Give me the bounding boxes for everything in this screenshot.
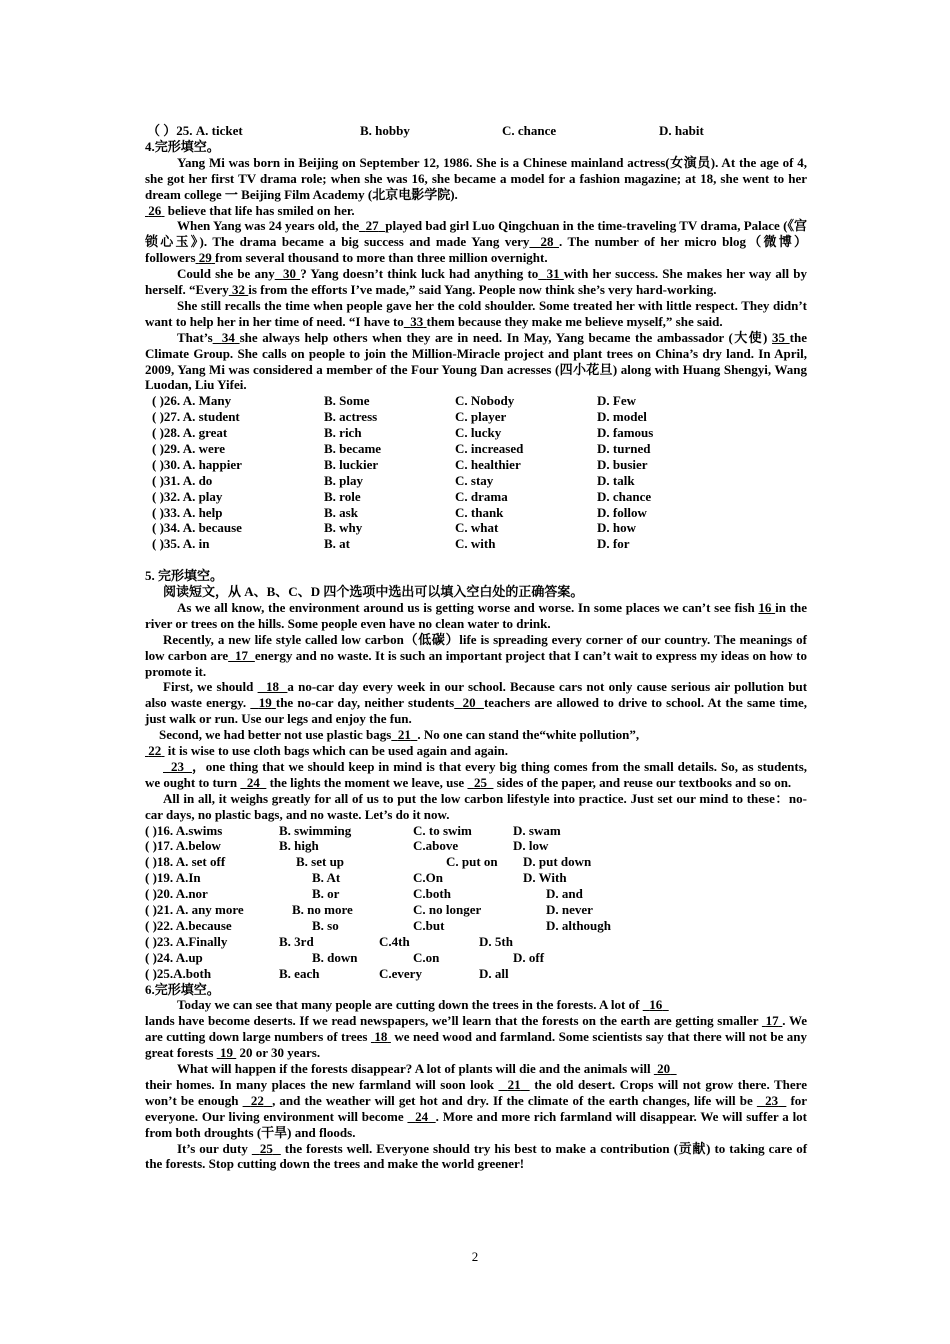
question-row xyxy=(145,950,807,966)
option-b: B. role xyxy=(324,488,361,504)
blank: 20 xyxy=(462,695,476,711)
question-row xyxy=(145,505,807,521)
option-c: C.above xyxy=(413,838,459,854)
paragraph: Could she be any 30 ? Yang doesn’t think luck had anything to 31 with her success. She makes her way all by herself. “Every 32 is from the efforts I’ve made,” said Yang. People now think she’s very hard-working. xyxy=(145,266,808,298)
option-c: C. increased xyxy=(455,441,524,457)
paragraph: First, we should 18 a no-car day every week in our school. Because cars not only cause serious air pollution but also waste energy. 19 the no-car day, neither students 20 teachers are allowed to drive to school. At the same time, just walk or run. Use our legs and enjoy the fun. xyxy=(145,679,808,727)
option-c: C.but xyxy=(413,917,445,933)
option-d: D. never xyxy=(546,902,593,918)
option-b: B. actress xyxy=(324,409,378,425)
question-row xyxy=(145,902,807,918)
question-number: ( )21. A. any more xyxy=(145,902,244,918)
blank: 30 xyxy=(283,266,297,282)
blank: 20 xyxy=(657,1061,671,1077)
option-c: C. what xyxy=(455,520,499,536)
blank: 17 xyxy=(765,1013,779,1029)
option-d: D. and xyxy=(546,886,583,902)
option-d: D. how xyxy=(597,520,637,536)
question-number: ( )29. A. were xyxy=(152,441,226,457)
question-number: ( )32. A. play xyxy=(152,488,223,504)
blank: 35 xyxy=(772,329,786,345)
blank: 16 xyxy=(758,599,772,615)
question-row xyxy=(145,489,807,505)
blank: 18 xyxy=(374,1029,388,1045)
blank: 29 xyxy=(198,250,212,266)
paragraph: As we all know, the environment around us is getting worse and worse. In some places we can’t see fish 16 in the river or trees on the hills. Some people even have no clean water to drink. xyxy=(145,599,808,631)
question-row xyxy=(145,854,807,870)
option-b: B. why xyxy=(324,520,363,536)
option-d: D. put down xyxy=(523,854,592,870)
question-number: ( )33. A. help xyxy=(152,504,223,520)
question-row xyxy=(145,441,807,457)
blank: 17 xyxy=(235,647,248,663)
question-row xyxy=(145,536,807,552)
option-b: B. play xyxy=(324,472,364,488)
option-c: C. no longer xyxy=(413,902,482,918)
option-d: D. although xyxy=(546,917,612,933)
option-d: D. all xyxy=(479,965,509,981)
blank: 22 xyxy=(250,1092,264,1108)
option-b: B. 3rd xyxy=(279,933,314,949)
blank: 25 xyxy=(473,774,487,790)
question-number: ( )28. A. great xyxy=(152,425,228,441)
blank: 24 xyxy=(415,1108,429,1124)
option-b: B. luckier xyxy=(324,456,379,472)
question-number: ( )26. A. Many xyxy=(152,393,232,409)
blank: 32 xyxy=(232,282,246,298)
option-c: C. player xyxy=(455,409,507,425)
question-row xyxy=(145,425,807,441)
question-number: ( )35. A. in xyxy=(152,536,210,552)
option-d: D. busier xyxy=(597,456,648,472)
question-number: ( )16. A.swims xyxy=(145,822,223,838)
section-heading: 6.完形填空。 xyxy=(145,981,220,997)
option-b: B. set up xyxy=(296,854,345,870)
blank: 21 xyxy=(507,1076,521,1092)
blank: 22 xyxy=(148,743,162,759)
option-c: C. Nobody xyxy=(455,393,515,409)
option-b: B. each xyxy=(279,965,320,981)
paragraph: Second, we had better not use plastic bags 21 . No one can stand the“white pollution”, xyxy=(159,727,640,743)
option-c: C. healthier xyxy=(455,456,521,472)
question-row xyxy=(145,409,807,425)
option-b: B. rich xyxy=(324,425,362,441)
option-b: B. at xyxy=(324,536,350,552)
option-b: B. so xyxy=(312,917,339,933)
blank: 31 xyxy=(546,266,560,282)
option-d: D. 5th xyxy=(479,933,513,949)
question-number: ( )23. A.Finally xyxy=(145,933,228,949)
option-c: C.both xyxy=(413,886,451,902)
options-list xyxy=(145,393,807,552)
blank: 18 xyxy=(265,679,279,695)
blank: 27 xyxy=(365,218,379,234)
paragraph: She still recalls the time when people gave her the cold shoulder. Some treated her with little respect. They didn’t want to help her in her time of need. “I have to 33 them because they make me believe myself,” she said. xyxy=(145,297,807,329)
blank: 23 xyxy=(765,1092,779,1108)
option-b: B. became xyxy=(324,441,382,457)
blank: 28 xyxy=(540,234,554,250)
option-d: D. Few xyxy=(597,393,636,409)
option-c: C.4th xyxy=(379,933,410,949)
section-heading: 5. 完形填空。 xyxy=(145,568,224,584)
paragraph: All in all, it weighs greatly for all of us to put the low carbon lifestyle into practice. Just set our mind to these：no-car days, no plastic bags, and no waste. Let’s do it now. xyxy=(145,790,807,822)
option-d: D. habit xyxy=(659,123,704,138)
option-c: C. drama xyxy=(455,488,508,504)
question-row xyxy=(145,823,807,839)
option-d: D. chance xyxy=(597,488,652,504)
question-number: ( )18. A. set off xyxy=(145,854,226,870)
option-d: D. off xyxy=(513,949,545,965)
paragraph: What will happen if the forests disappear? A lot of plants will die and the animals will 20 their homes. In many places the new farmland will soon look 21 the old desert. Crops will not grow there. There won’t be enough 22 , and the weather will get hot and dry. If the climate of the earth changes, life will be 23 for everyone. Our living environment will become 24 . More and more rich farmland will disappear. We will suffer a lot from both droughts (干旱) and floods. xyxy=(145,1061,808,1140)
option-c: C. to swim xyxy=(413,822,472,838)
option-c: C. with xyxy=(455,536,496,552)
option-b: B. ask xyxy=(324,504,358,520)
blank: 34 xyxy=(221,329,235,345)
question-row xyxy=(145,838,807,854)
option-d: D. famous xyxy=(597,425,654,441)
option-d: D. turned xyxy=(597,441,651,457)
question-row xyxy=(145,870,807,886)
option-b: B. At xyxy=(312,870,341,886)
blank: 26 xyxy=(148,202,162,218)
option-d: D. low xyxy=(513,838,549,854)
option-c: C. stay xyxy=(455,472,494,488)
option-c: C. thank xyxy=(455,504,504,520)
blank: 24 xyxy=(246,774,260,790)
question-number: ( )31. A. do xyxy=(152,472,213,488)
page-number: 2 xyxy=(471,1249,479,1264)
option-b: B. no more xyxy=(292,902,353,918)
option-c: C.every xyxy=(379,965,422,981)
paragraph: That’s 34 she always help others when they are in need. In May, Yang became the ambassador (大使) 35 the Climate Group. She calls on people to join the Million-Miracle project and plant trees on China’s dry land. In April, 2009, Yang Mi was considered a member of the Four Young Dan acresses (四小花旦) along with Huang Shengyi, Wang Luodan, Liu Yifei. xyxy=(145,329,807,393)
question-number: ( )22. A.because xyxy=(145,917,232,933)
question-row xyxy=(145,457,807,473)
question-row xyxy=(145,393,807,409)
paragraph: 26 believe that life has smiled on her. xyxy=(145,203,807,219)
paragraph: 23 ，one thing that we should keep in mind is that every big thing comes from the small details. So, as students, we ought to turn 24 the lights the moment we leave, use 25 sides of the paper, and reuse our textbooks and so on. xyxy=(145,758,808,790)
question-number: ( )17. A.below xyxy=(145,838,221,854)
option-d: D. model xyxy=(597,409,647,425)
option-d: D. for xyxy=(597,536,630,552)
question-row xyxy=(145,918,807,934)
option-c: C. lucky xyxy=(455,425,502,441)
question-number: ( )20. A.nor xyxy=(145,886,208,902)
blank: 16 xyxy=(649,997,663,1013)
blank: 33 xyxy=(410,313,424,329)
document-page xyxy=(145,123,807,1172)
paragraph: It’s our duty 25 the forests well. Everyone should try his best to make a contribution (贡献) to taking care of the forests. Stop cutting down the trees and make the world greener! xyxy=(145,1140,808,1172)
blank: 25 xyxy=(259,1140,273,1156)
option-b: B. or xyxy=(312,886,340,902)
paragraph: Yang Mi was born in Beijing on September 12, 1986. She is a Chinese mainland actress(女演员). At the age of 4, she got her first TV drama role; when she was 16, she became a model for a fashion magazine; at 18, she went to her dream college 一 Beijing Film Academy (北京电影学院). xyxy=(145,154,807,202)
question-number: ( )24. A.up xyxy=(145,949,203,965)
question-row xyxy=(145,966,807,982)
question-row xyxy=(145,520,807,536)
question-number: ( )27. A. student xyxy=(152,409,240,425)
option-c: C. put on xyxy=(446,854,498,870)
option-b: B. Some xyxy=(324,393,370,409)
question-number: ( )34. A. because xyxy=(152,520,242,536)
option-b: B. down xyxy=(312,949,358,965)
option-c: C.on xyxy=(413,949,440,965)
blank: 21 xyxy=(397,727,411,743)
option-b: B. hobby xyxy=(360,123,410,138)
paragraph: Today we can see that many people are cutting down the trees in the forests. A lot of 16 lands have become deserts. If we read newspapers, we’ll learn that the forests on the earth are getting smaller 17 . We are cutting down large numbers of trees 18 we need wood and farmland. Some scientists say that there will not be any great forests 19 20 or 30 years. xyxy=(145,997,808,1061)
question-row xyxy=(145,934,807,950)
question-number: ( )19. A.In xyxy=(145,870,201,886)
option-c: C.On xyxy=(413,870,443,886)
paragraph: When Yang was 24 years old, the 27 played bad girl Luo Qingchuan in the time-traveling TV drama, Palace (《宫锁心玉》). The drama became a big success and made Yang very 28 . The number of her micro blog（微博） followers 29 from several thousand to more than three million overnight. xyxy=(145,218,808,266)
section-heading: 4.完形填空。 xyxy=(145,138,220,154)
blank: 19 xyxy=(219,1045,233,1061)
option-d: D. talk xyxy=(597,472,635,488)
question-number: （ ）25. A. ticket xyxy=(147,123,243,138)
question-row xyxy=(145,123,807,139)
paragraph: Recently, a new life style called low carbon（低碳）life is spreading every corner of our country. The meanings of low carbon are 17 energy and no waste. It is such an important project that I can’t wait to express my ideas on how to promote it. xyxy=(145,631,808,679)
option-d: D. With xyxy=(523,870,567,886)
instruction: 阅读短文，从 A、B、C、D 四个选项中选出可以填入空白处的正确答案。 xyxy=(163,584,584,600)
option-b: B. high xyxy=(279,838,319,854)
question-number: ( )30. A. happier xyxy=(152,456,242,472)
blank: 19 xyxy=(258,695,272,711)
question-row xyxy=(145,886,807,902)
blank: 23 xyxy=(170,758,184,774)
paragraph: 22 it is wise to use cloth bags which can be used again and again. xyxy=(145,743,807,759)
option-c: C. chance xyxy=(502,123,557,138)
question-row xyxy=(145,473,807,489)
option-b: B. swimming xyxy=(279,822,352,838)
question-number: ( )25.A.both xyxy=(145,965,212,981)
options-list xyxy=(145,823,807,982)
option-d: D. follow xyxy=(597,504,647,520)
option-d: D. swam xyxy=(513,822,561,838)
